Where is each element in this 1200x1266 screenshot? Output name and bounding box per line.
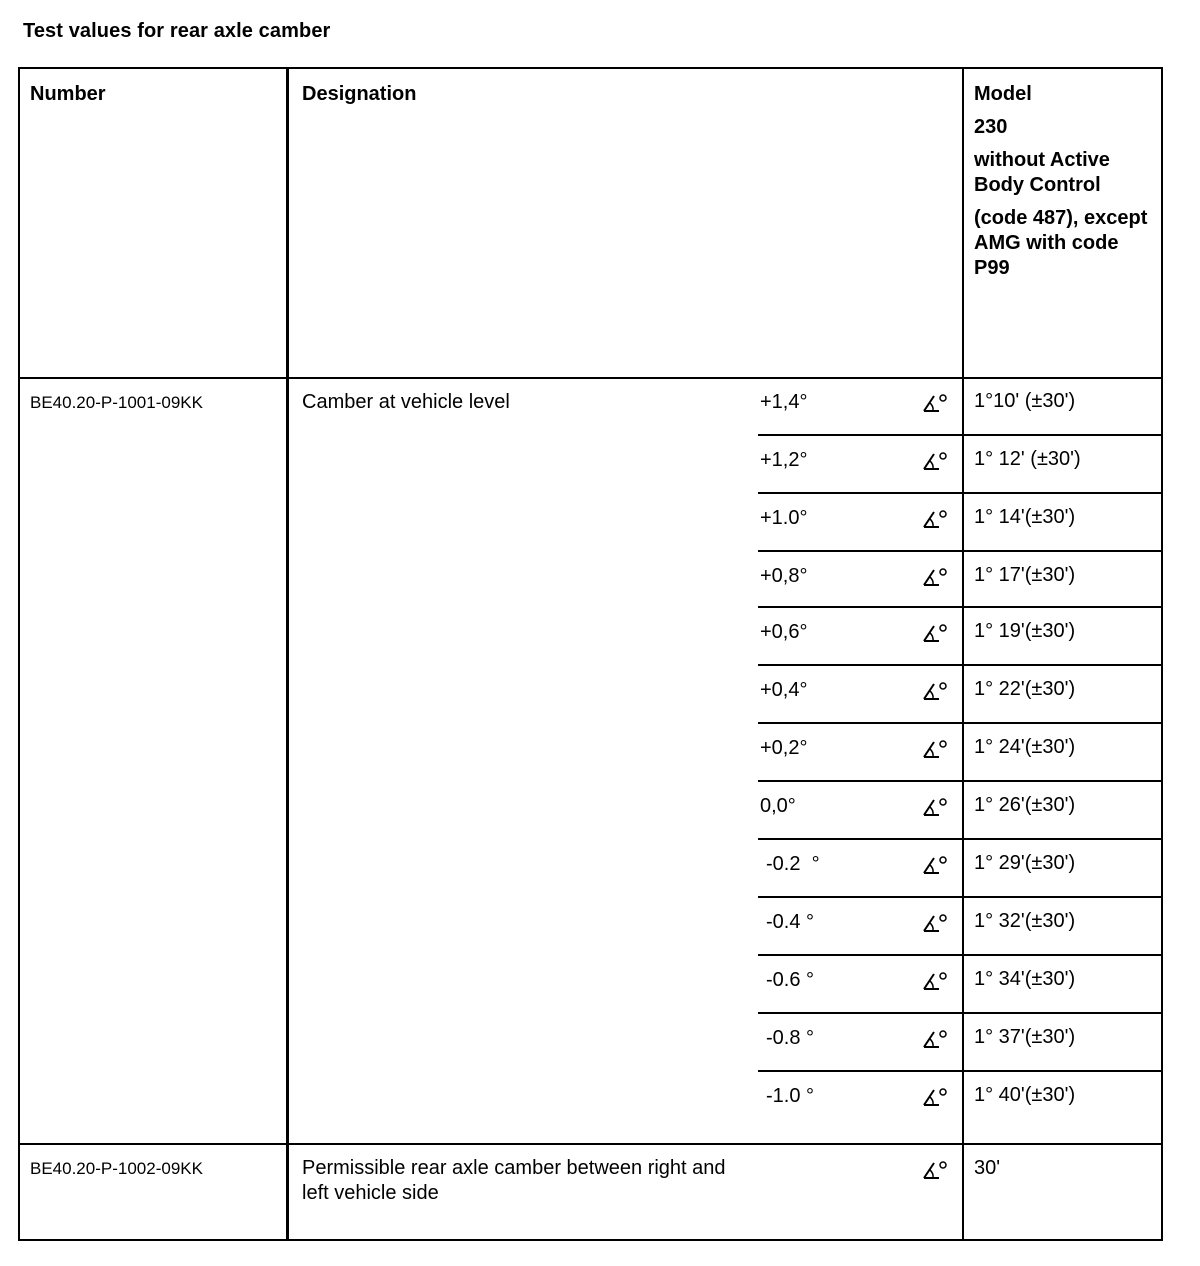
header-model-line2: (code 487), except AMG with code P99	[974, 207, 1148, 279]
page-title: Test values for rear axle camber	[23, 20, 331, 42]
camber-value: 1° 14'(±30')	[974, 506, 1076, 528]
angle-icon	[922, 912, 948, 934]
camber-value: 1°10' (±30')	[974, 390, 1076, 412]
angle-icon	[922, 680, 948, 702]
camber-value: 1° 26'(±30')	[974, 794, 1076, 816]
row-designation-1: Camber at vehicle level	[302, 391, 510, 413]
camber-level: -0.6 °	[766, 969, 815, 991]
header-designation: Designation	[302, 83, 417, 105]
camber-level: +0,4°	[760, 679, 808, 701]
angle-icon	[922, 1086, 948, 1108]
subrow-divider	[758, 1070, 1163, 1072]
angle-icon	[922, 508, 948, 530]
row-number-2: BE40.20-P-1002-09KK	[30, 1159, 203, 1178]
camber-value: 1° 40'(±30')	[974, 1084, 1076, 1106]
angle-icon	[922, 450, 948, 472]
subrow-divider	[758, 1012, 1163, 1014]
angle-icon	[922, 566, 948, 588]
header-model-line1: without Active Body Control	[974, 149, 1110, 196]
subrow-divider	[758, 722, 1163, 724]
camber-level: -1.0 °	[766, 1085, 815, 1107]
camber-level: +0,2°	[760, 737, 808, 759]
subrow-divider	[758, 838, 1163, 840]
camber-level: 0,0°	[760, 795, 796, 817]
camber-value: 1° 29'(±30')	[974, 852, 1076, 874]
subrow-divider	[758, 434, 1163, 436]
subrow-divider	[758, 664, 1163, 666]
angle-icon	[922, 1028, 948, 1050]
row-designation-2: Permissible rear axle camber between right and left vehicle side	[302, 1157, 726, 1204]
subrow-divider	[758, 896, 1163, 898]
camber-level: +0,6°	[760, 621, 808, 643]
row-divider	[20, 1143, 1163, 1145]
camber-value: 1° 32'(±30')	[974, 910, 1076, 932]
camber-value: 1° 19'(±30')	[974, 620, 1076, 642]
camber-value: 1° 12' (±30')	[974, 448, 1081, 470]
camber-level: -0.8 °	[766, 1027, 815, 1049]
angle-icon	[922, 796, 948, 818]
angle-icon	[922, 854, 948, 876]
camber-value: 1° 37'(±30')	[974, 1026, 1076, 1048]
row-number-1: BE40.20-P-1001-09KK	[30, 393, 203, 412]
subrow-divider	[758, 954, 1163, 956]
camber-level: +1,4°	[760, 391, 808, 413]
angle-icon	[922, 970, 948, 992]
angle-icon	[922, 622, 948, 644]
camber-table	[18, 67, 1163, 1241]
column-divider	[286, 69, 289, 1241]
subrow-divider	[758, 492, 1163, 494]
header-number: Number	[30, 83, 106, 105]
camber-level: +1.0°	[760, 507, 808, 529]
subrow-divider	[758, 780, 1163, 782]
row-value-2: 30'	[974, 1157, 1001, 1179]
header-model-label: Model	[974, 83, 1032, 105]
column-divider	[962, 69, 964, 1241]
camber-value: 1° 22'(±30')	[974, 678, 1076, 700]
camber-value: 1° 24'(±30')	[974, 736, 1076, 758]
subrow-divider	[758, 550, 1163, 552]
camber-value: 1° 34'(±30')	[974, 968, 1076, 990]
angle-icon	[922, 1159, 948, 1181]
angle-icon	[922, 738, 948, 760]
camber-level: +0,8°	[760, 565, 808, 587]
angle-icon	[922, 392, 948, 414]
camber-level: -0.2 °	[766, 853, 820, 875]
subrow-divider	[758, 606, 1163, 608]
camber-level: -0.4 °	[766, 911, 815, 933]
header-model-number: 230	[974, 116, 1008, 138]
camber-value: 1° 17'(±30')	[974, 564, 1076, 586]
camber-level: +1,2°	[760, 449, 808, 471]
row-divider	[20, 377, 1163, 379]
